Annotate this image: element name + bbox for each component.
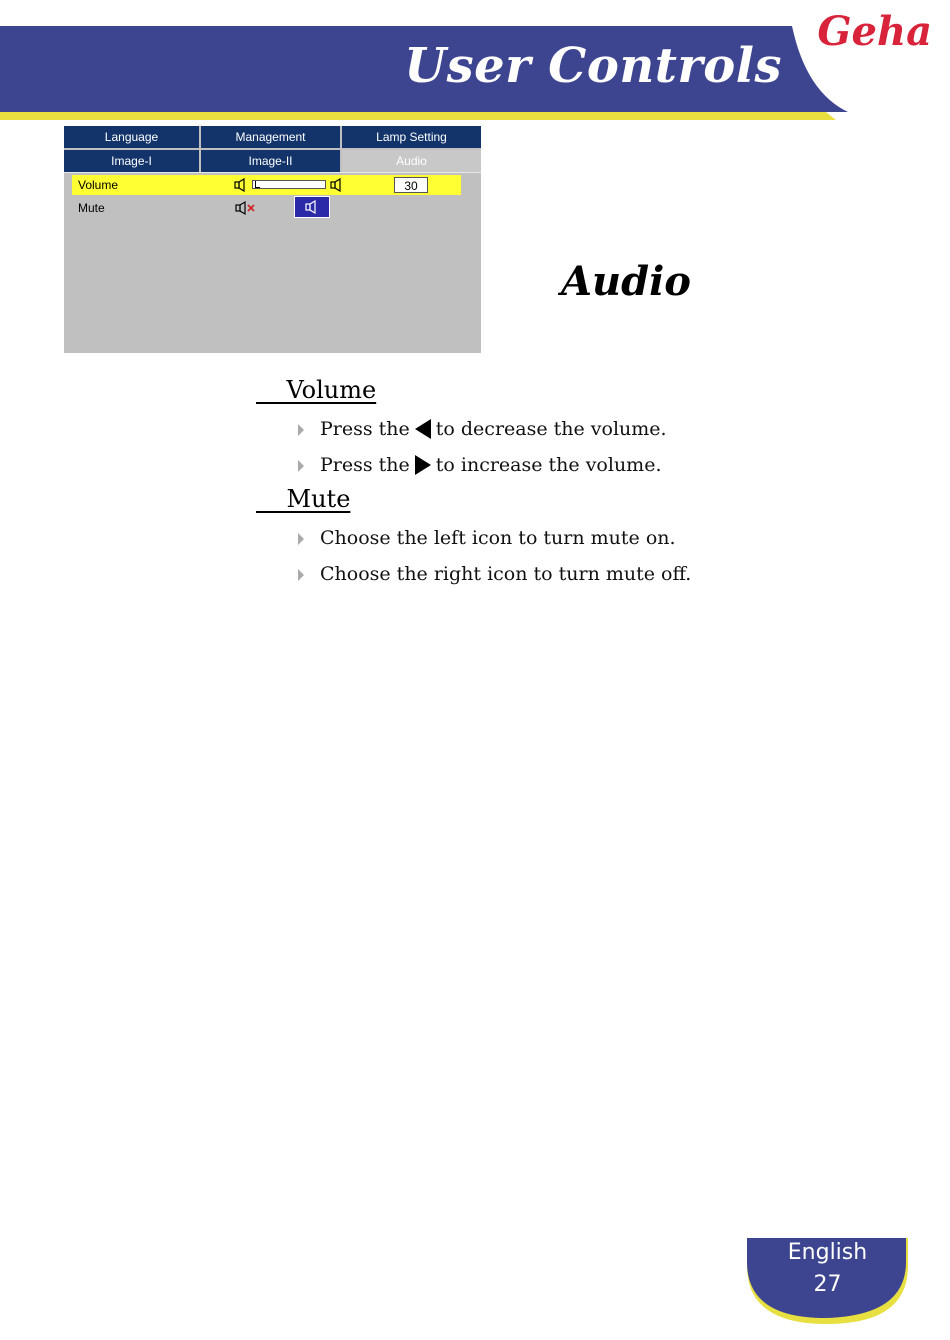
footer-language: English: [787, 1240, 868, 1265]
osd-tab-image-1[interactable]: Image-I: [64, 150, 201, 172]
osd-volume-row[interactable]: [72, 175, 461, 195]
footer-page-number: 27: [813, 1272, 842, 1297]
volume-slider-handle[interactable]: [255, 181, 260, 188]
bullet-arrow-icon: [296, 564, 320, 584]
bullet-arrow-icon: [296, 528, 320, 548]
volume-value-box: 30: [394, 177, 428, 193]
osd-mute-label: Mute: [78, 201, 105, 215]
osd-tab-audio[interactable]: Audio: [342, 150, 481, 172]
osd-volume-label: Volume: [78, 178, 119, 192]
volume-instruction-increase: [296, 454, 661, 476]
osd-tab-image-2[interactable]: Image-II: [201, 150, 342, 172]
speaker-decrease-icon[interactable]: [234, 178, 248, 192]
brand-logo: Geha: [817, 8, 932, 55]
mute-heading-text: Mute: [286, 485, 351, 513]
instruction-text: Choose the left icon to turn mute on.: [320, 527, 676, 549]
instruction-text: to decrease the volume.: [435, 418, 667, 440]
osd-tab-row-1: [64, 126, 481, 148]
instruction-text: Choose the right icon to turn mute off.: [320, 563, 692, 585]
instruction-text: Press the: [320, 454, 410, 476]
osd-tab-lamp-setting[interactable]: Lamp Setting: [342, 126, 481, 148]
osd-tab-language[interactable]: Language: [64, 126, 201, 148]
page-header-title: User Controls: [404, 38, 782, 94]
osd-divider: [64, 172, 481, 173]
speaker-increase-icon[interactable]: [330, 178, 344, 192]
osd-tab-row-2: [64, 150, 481, 172]
volume-heading: [256, 376, 376, 404]
mute-off-button[interactable]: [294, 196, 330, 218]
speaker-icon: [305, 200, 319, 214]
mute-heading: [256, 485, 350, 513]
instruction-text: Press the: [320, 418, 410, 440]
bullet-arrow-icon: [296, 455, 320, 475]
volume-slider[interactable]: [252, 180, 326, 189]
instruction-text: to increase the volume.: [435, 454, 662, 476]
osd-tab-management[interactable]: Management: [201, 126, 342, 148]
mute-instruction-off: [296, 563, 691, 585]
volume-heading-text: Volume: [286, 376, 377, 404]
mute-on-icon[interactable]: [235, 200, 257, 216]
section-title: Audio: [561, 258, 691, 305]
left-arrow-icon: [414, 418, 432, 440]
osd-menu-screenshot: [64, 126, 481, 353]
volume-instruction-decrease: [296, 418, 667, 440]
bullet-arrow-icon: [296, 419, 320, 439]
right-arrow-icon: [414, 454, 432, 476]
mute-instruction-on: [296, 527, 676, 549]
